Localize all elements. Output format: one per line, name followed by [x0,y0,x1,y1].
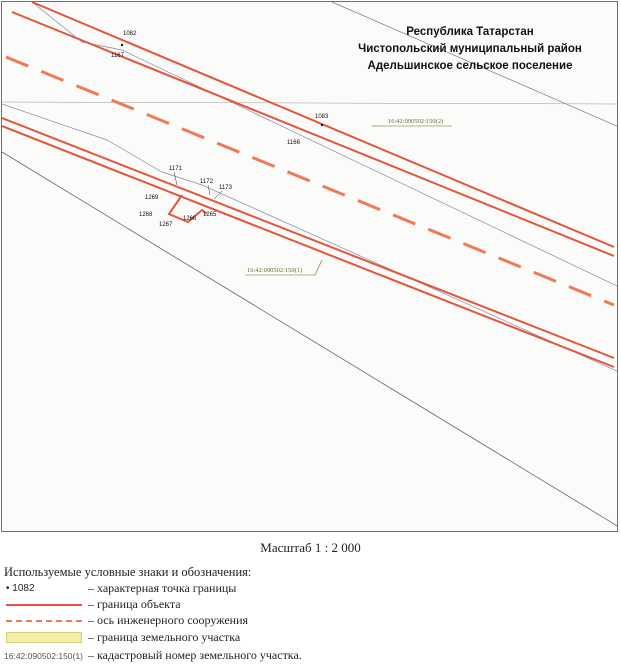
legend-axis-text: – ось инженерного сооружения [88,613,249,627]
legend-row-boundary [4,597,604,613]
point-label-1172: 1172 [200,179,213,185]
legend-point-sample: • 1082 [6,583,35,594]
parcel-number-lower: 16:42:090502:150(1) [247,267,303,274]
legend-point-text: – характерная точка границы [88,581,237,595]
title-district: Чистопольский муниципальный район [358,43,582,55]
point-label-1266: 1266 [183,216,197,222]
legend-boundary-symbol [4,597,84,613]
grid-line-lower [2,152,618,527]
title-settlement: Адельшинское сельское поселение [367,60,573,72]
legend-title: Используемые условные знаки и обозначения: [4,565,252,579]
point-marker-1082 [121,44,123,46]
legend-row-axis [4,613,604,629]
point-label-1267: 1267 [159,222,173,228]
cadastral-map [2,2,618,532]
title-republic: Республика Татарстан [406,26,534,38]
parcel-label-lower [245,260,322,275]
parcel-number-upper: 16:42:090502:150(2) [388,118,444,125]
object-boundary-3 [2,118,614,358]
point-label-1173: 1173 [219,185,232,191]
point-label-1171: 1171 [169,166,182,172]
point-label-1083: 1083 [315,114,329,120]
legend-axis-symbol [4,613,84,629]
legend-parcel-symbol [4,630,84,646]
object-boundary-4 [2,126,614,367]
legend-cadastral-text: – кадастровый номер земельного участка. [88,648,302,662]
point-label-1268: 1268 [139,212,153,218]
map-frame [1,1,618,532]
legend-row-point [4,581,604,597]
legend-row-cadastral [4,648,604,664]
engineering-axis [6,57,614,305]
point-label-1082: 1082 [123,31,137,37]
point-label-1166: 1166 [287,140,300,146]
legend-parcel-text: – граница земельного участка [88,630,241,644]
legend-point-symbol [4,581,84,597]
legend-cadastral-symbol [4,648,84,664]
point-label-1265: 1265 [203,212,217,218]
map-scale: Масштаб 1 : 2 000 [260,540,361,555]
legend-boundary-text: – граница объекта [88,597,181,611]
point-label-1269: 1269 [145,195,159,201]
map-title [320,24,618,75]
legend-cadastral-sample: 16:42:090502:150(1) [4,651,83,661]
legend-row-parcel [4,630,604,646]
point-label-1167: 1167 [111,53,124,59]
thin-line [2,102,618,104]
parcel-label-upper [372,118,452,126]
point-marker-1083 [321,124,323,126]
